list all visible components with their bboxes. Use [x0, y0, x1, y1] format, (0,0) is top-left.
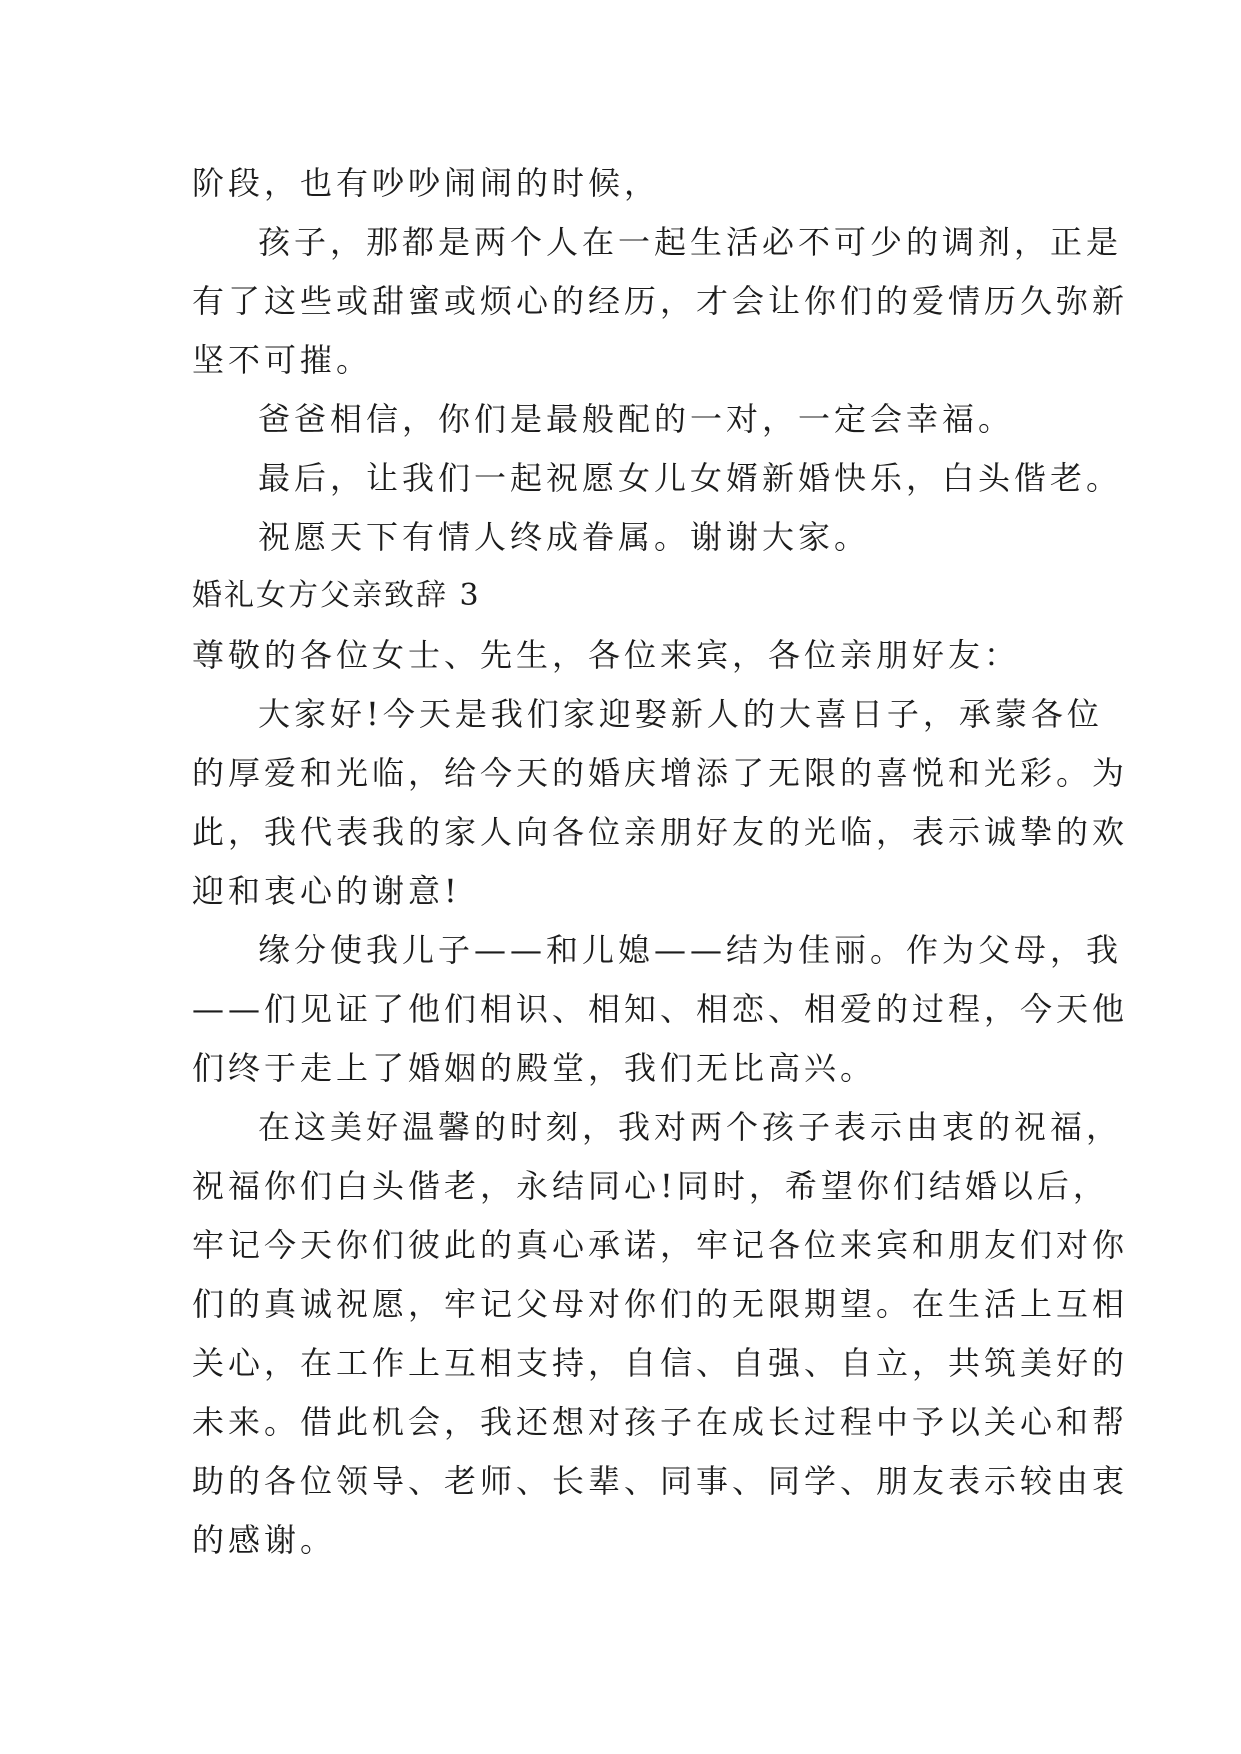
text-line: 坚不可摧。	[192, 341, 373, 379]
text-line: 缘分使我儿子——和儿媳——结为佳丽。作为父母，我	[258, 931, 1123, 969]
text-line: 关心，在工作上互相支持，自信、自强、自立，共筑美好的	[192, 1344, 1129, 1382]
text-line: 们的真诚祝愿，牢记父母对你们的无限期望。在生活上互相	[192, 1285, 1129, 1323]
text-line: 爸爸相信，你们是最般配的一对，一定会幸福。	[258, 400, 1015, 438]
text-line: 的厚爱和光临，给今天的婚庆增添了无限的喜悦和光彩。为	[192, 754, 1129, 792]
text-line: 迎和衷心的谢意!	[192, 872, 461, 910]
section-heading: 婚礼女方父亲致辞 3	[192, 578, 481, 613]
text-line: 们终于走上了婚姻的殿堂，我们无比高兴。	[192, 1049, 877, 1087]
text-line: 在这美好温馨的时刻，我对两个孩子表示由衷的祝福，	[258, 1108, 1123, 1146]
text-line: 最后，让我们一起祝愿女儿女婿新婚快乐，白头偕老。	[258, 459, 1123, 497]
text-line: 阶段，也有吵吵闹闹的时候，	[192, 164, 661, 202]
text-line: 此，我代表我的家人向各位亲朋好友的光临，表示诚挚的欢	[192, 813, 1129, 851]
text-line: 祝愿天下有情人终成眷属。谢谢大家。	[258, 518, 871, 556]
text-line: ——们见证了他们相识、相知、相恋、相爱的过程，今天他	[192, 990, 1129, 1028]
text-line: 孩子，那都是两个人在一起生活必不可少的调剂，正是	[258, 223, 1123, 261]
text-line: 未来。借此机会，我还想对孩子在成长过程中予以关心和帮	[192, 1403, 1129, 1441]
text-line: 大家好!今天是我们家迎娶新人的大喜日子，承蒙各位	[258, 695, 1103, 733]
text-line: 牢记今天你们彼此的真心承诺，牢记各位来宾和朋友们对你	[192, 1226, 1129, 1264]
salutation-line: 尊敬的各位女士、先生，各位来宾，各位亲朋好友：	[192, 636, 1021, 674]
text-line: 有了这些或甜蜜或烦心的经历，才会让你们的爱情历久弥新	[192, 282, 1129, 320]
text-line: 的感谢。	[192, 1521, 337, 1559]
text-line: 助的各位领导、老师、长辈、同事、同学、朋友表示较由衷	[192, 1462, 1129, 1500]
text-line: 祝福你们白头偕老，永结同心!同时，希望你们结婚以后，	[192, 1167, 1109, 1205]
